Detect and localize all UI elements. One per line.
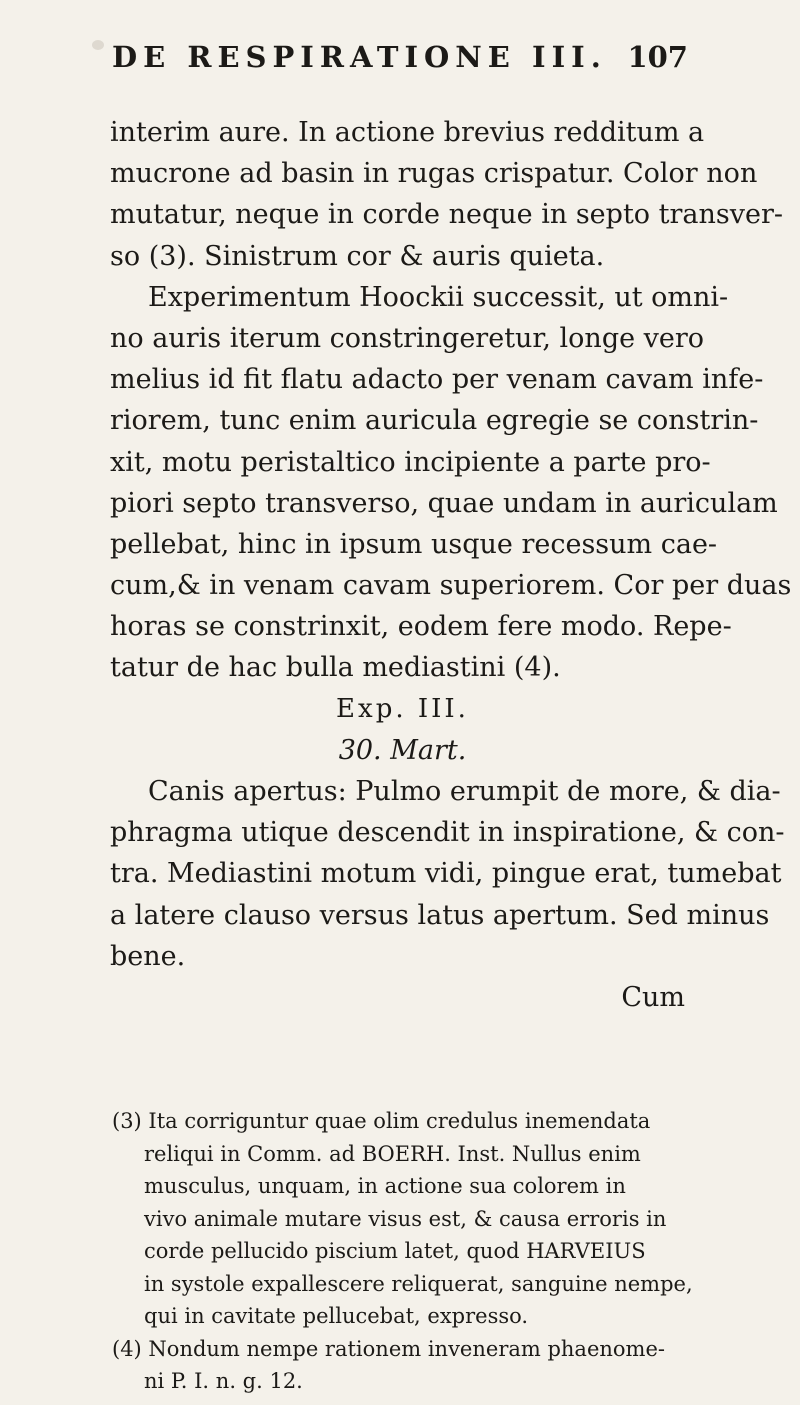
text-line: Experimentum Hoockii successit, ut omni- xyxy=(148,281,729,313)
footnote-line: reliqui in Comm. ad BOERH. Inst. Nullus enim xyxy=(144,1141,641,1166)
text-line: no auris iterum constringeretur, longe vero xyxy=(110,322,705,354)
footnote-line: corde pellucido piscium latet, quod HARVEIUS xyxy=(144,1239,646,1263)
running-head xyxy=(112,40,688,90)
footnotes xyxy=(112,1105,697,1398)
text-line: piori septo transverso, quae undam in auriculam xyxy=(110,487,778,519)
footnote-line: (3) Ita corriguntur quae olim credulus inemendata xyxy=(112,1109,651,1133)
experiment-heading: Exp. III. xyxy=(336,693,469,724)
text-line: a latere clauso versus latus apertum. Sed minus xyxy=(110,899,770,931)
main-text xyxy=(110,112,792,1018)
text-line: riorem, tunc enim auricula egregie se constrin- xyxy=(110,405,759,437)
text-line: so (3). Sinistrum cor & auris quieta. xyxy=(110,240,605,272)
text-line: horas se constrinxit, eodem fere modo. Repe- xyxy=(110,611,732,643)
text-line: cum,& in venam cavam superiorem. Cor per duas xyxy=(110,570,792,602)
running-title: DE RESPIRATIONE III. xyxy=(112,40,607,74)
footnote-line: (4) Nondum nempe rationem inveneram phaenome- xyxy=(112,1336,665,1361)
footnote-line: in systole expallescere reliquerat, sanguine nempe, xyxy=(144,1271,693,1296)
text-line: interim aure. In actione brevius redditum a xyxy=(110,117,705,148)
text-line: tra. Mediastini motum vidi, pingue erat, tumebat xyxy=(110,858,782,890)
footnote-line: musculus, unquam, in actione sua colorem in xyxy=(144,1174,626,1198)
text-line: pellebat, hinc in ipsum usque recessum cae- xyxy=(110,528,718,560)
footnote-line: vivo animale mutare visus est, & causa erroris in xyxy=(144,1206,667,1231)
footnote-line: qui in cavitate pellucebat, expresso. xyxy=(144,1304,529,1328)
page-number: 107 xyxy=(627,40,688,74)
text-line: bene. xyxy=(110,940,186,972)
catchword: Cum xyxy=(621,981,685,1013)
text-line: melius id fit flatu adacto per venam cavam infe- xyxy=(110,364,764,396)
footnote-line: ni P. I. n. g. 12. xyxy=(144,1369,303,1393)
ink-blot xyxy=(92,40,104,50)
text-line: mucrone ad basin in rugas crispatur. Color non xyxy=(110,158,758,190)
text-line: tatur de hac bulla mediastini (4). xyxy=(110,652,561,684)
text-line: mutatur, neque in corde neque in septo transver- xyxy=(110,199,783,231)
experiment-date: 30. Mart. xyxy=(338,734,467,766)
text-line: xit, motu peristaltico incipiente a parte pro- xyxy=(110,446,711,478)
text-line: phragma utique descendit in inspiratione, & con- xyxy=(110,817,785,849)
text-line: Canis apertus: Pulmo erumpit de more, & dia- xyxy=(148,776,781,807)
